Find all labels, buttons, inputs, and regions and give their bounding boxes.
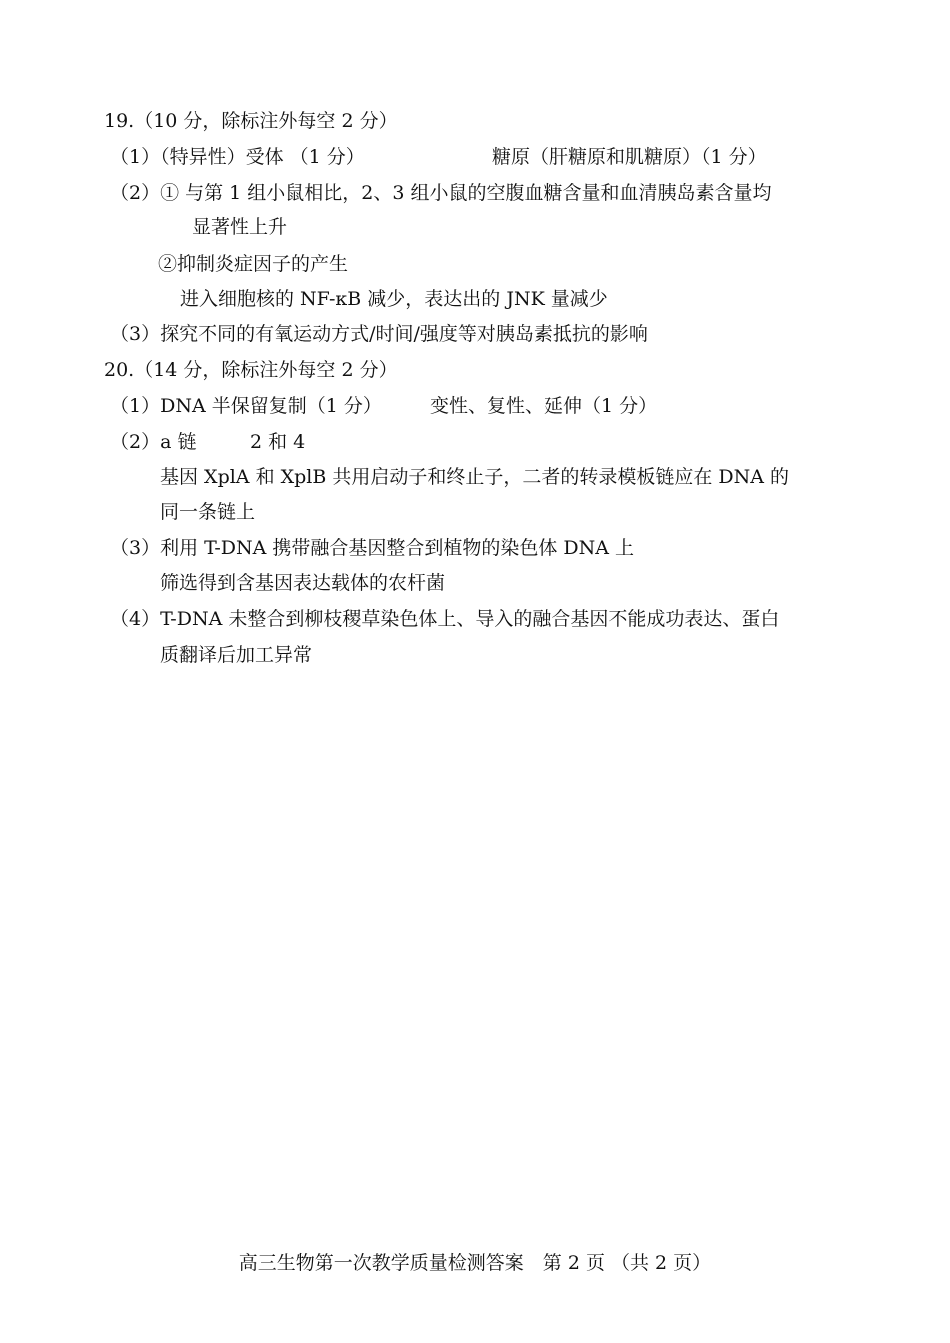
q19-part1-right: 糖原（肝糖原和肌糖原）（1 分） — [492, 146, 767, 168]
q20-part1-left: （1）DNA 半保留复制（1 分） — [110, 395, 382, 417]
q20-part2-right: 2 和 4 — [250, 431, 306, 453]
q20-part1-right: 变性、复性、延伸（1 分） — [430, 395, 658, 417]
q20-part3-line2: 筛选得到含基因表达载体的农杆菌 — [160, 572, 446, 594]
q19-part2-line1: （2）① 与第 1 组小鼠相比，2、3 组小鼠的空腹血糖含量和血清胰岛素含量均 — [110, 182, 772, 204]
q20-part2-line2: 基因 XplA 和 XplB 共用启动子和终止子，二者的转录模板链应在 DNA 的 — [160, 466, 790, 488]
q20-part2-line3: 同一条链上 — [160, 501, 256, 523]
q20-header: 20.（14 分，除标注外每空 2 分） — [104, 359, 398, 381]
page-footer: 高三生物第一次教学质量检测答案 第 2 页 （共 2 页） — [238, 1252, 712, 1274]
q20-part3-line1: （3）利用 T-DNA 携带融合基因整合到植物的染色体 DNA 上 — [110, 537, 635, 559]
q19-part2-line2: 显著性上升 — [192, 216, 288, 238]
q20-part4-line1: （4）T-DNA 未整合到柳枝稷草染色体上、导入的融合基因不能成功表达、蛋白 — [110, 608, 780, 630]
q19-part2-line4: 进入细胞核的 NF-κB 减少，表达出的 JNK 量减少 — [180, 288, 608, 310]
q19-part2-line3: ②抑制炎症因子的产生 — [158, 253, 349, 275]
q19-part1-left: （1）（特异性）受体 （1 分） — [110, 146, 365, 168]
q20-part4-line2: 质翻译后加工异常 — [160, 644, 313, 666]
q20-part2-left: （2）a 链 — [110, 431, 197, 453]
q19-part3: （3）探究不同的有氧运动方式/时间/强度等对胰岛素抵抗的影响 — [110, 323, 648, 345]
q19-header: 19.（10 分，除标注外每空 2 分） — [104, 110, 398, 132]
